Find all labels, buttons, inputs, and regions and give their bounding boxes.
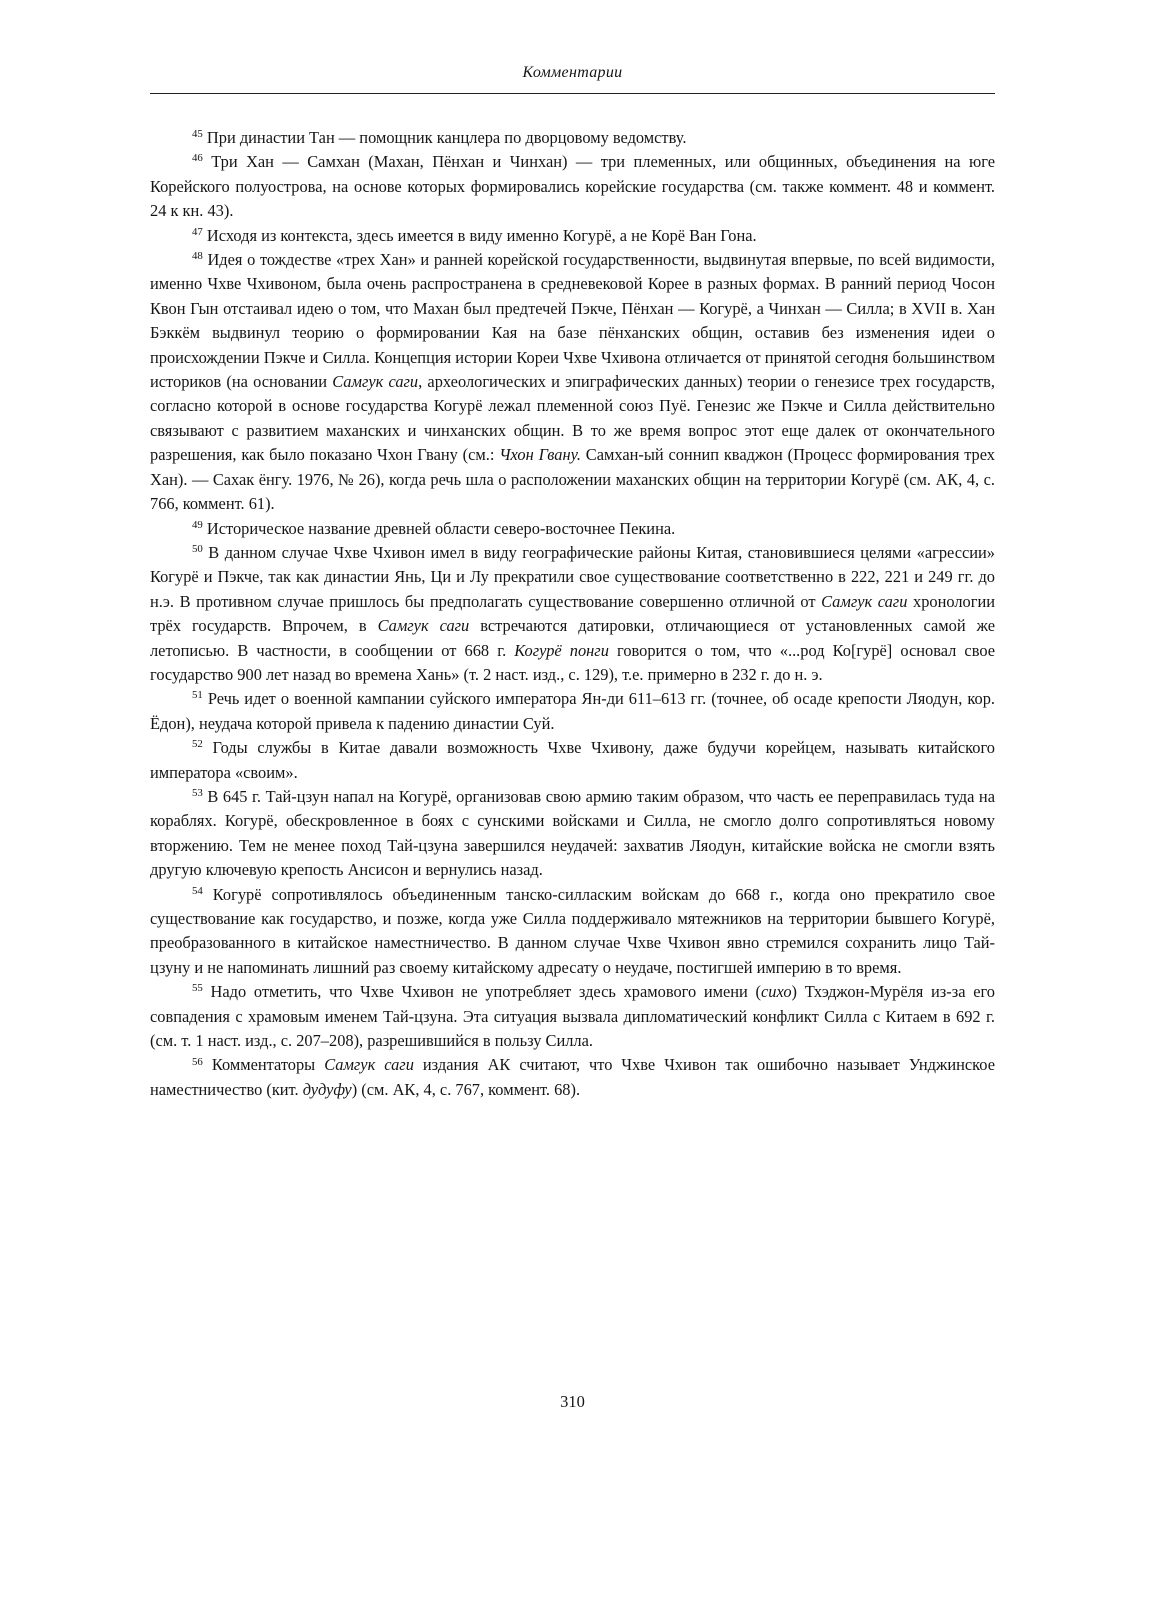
footnote-number: 47 — [192, 225, 203, 238]
footnote-number: 51 — [192, 689, 203, 702]
footnote-number: 49 — [192, 518, 203, 531]
footnote-italic-text: Чхон Гвану. — [499, 445, 581, 465]
footnote-text: Годы службы в Китае давали возможность Чхве Чхивону, даже будучи корейцем, называть китайского императора «своим». — [150, 738, 995, 782]
footnote-text: издания АК считают, что Чхве Чхивон так ошибочно называет Унджинское наместничество (кит. — [150, 1055, 995, 1099]
footnote-55 — [150, 980, 995, 1053]
footnote-text: Идея о тождестве «трех Хан» и ранней корейской государственности, выдвинутая впервые, по всей видимости, именно Чхве Чхивоном, была очень распространена в средневековой Корее в разных формах. В ранний период Чосон Квон Гын отстаивал идею о том, что Махан был предтечей Пэкче, Пёнхан — Когурё, а Чинхан — Силла; в XVII в. Хан Бэккём выдвинул теорию о формировании Кая на базе пёнханских общин, оставив без изменения идеи о происхождении Пэкче и Силла. Концепция истории Кореи Чхве Чхивона отличается от принятой сегодня большинством историков (на основании — [150, 250, 995, 392]
footnote-text: говорится о том, что «...род Ко[гурё] основал свое государство 900 лет назад во времена Хань» (т. 2 наст. изд., с. 129), т.е. примерно в 232 г. до н. э. — [150, 640, 995, 684]
footnote-56 — [150, 1053, 995, 1102]
footnote-text: Комментаторы — [211, 1055, 325, 1075]
footnote-text: ) (см. АК, 4, с. 767, коммент. 68). — [351, 1079, 581, 1099]
footnote-text: встречаются датировки, отличающиеся от установленных самой же летописью. В частности, в сообщении от 668 г. — [150, 616, 995, 660]
footnote-number: 54 — [192, 884, 203, 897]
footnote-number: 52 — [192, 738, 203, 751]
footnote-54 — [150, 883, 995, 981]
footnote-italic-text: сихо — [761, 982, 792, 1002]
footnote-text: При династии Тан — помощник канцлера по дворцовому ведомству. — [206, 128, 687, 147]
footnote-text: , археологических и эпиграфических данных) теории о генезисе трех государств, согласно которой в основе государства Когурё лежал племенной союз Пуё. Генезис же Пэкче и Силла действительно связывают с развитием маханских и чинханских общин. В то же время вопрос этот еще далек от окончательного разрешения, как было показано Чхон Гвану (см.: — [150, 372, 995, 465]
footnote-text: Исходя из контекста, здесь имеется в виду именно Когурё, а не Корё Ван Гона. — [206, 225, 757, 245]
footnote-italic-text: дудуфу — [302, 1079, 352, 1099]
page-number: 310 — [560, 1392, 585, 1411]
footnote-italic-text: Самгук саги — [821, 591, 908, 611]
footnote-text: ) Тхэджон-Мурёля из-за его совпадения с храмовым именем Тай-цзуна. Эта ситуация вызвала дипломатический конфликт Силла с Китаем в 692 г. (см. т. 1 наст. изд., с. 207–208), разрешившийся в пользу Силла. — [150, 982, 995, 1051]
footnote-italic-text: Самгук саги — [324, 1055, 414, 1075]
footnote-text: Надо отметить, что Чхве Чхивон не употребляет здесь храмового имени ( — [210, 982, 761, 1002]
footnote-text: хронологии трёх государств. Впрочем, в — [150, 591, 995, 636]
footnote-number: 55 — [192, 982, 203, 995]
footnote-53 — [150, 785, 995, 883]
footnote-49 — [150, 517, 995, 541]
running-header: Комментарии — [522, 64, 623, 81]
footnote-text: В данном случае Чхве Чхивон имел в виду географические районы Китая, становившиеся целями «агрессии» Когурё и Пэкче, так как династии Янь, Ци и Лу прекратили свое существование соответственно в 222, 221 и 249 гг. до н.э. В противном случае пришлось бы предполагать существование совершенно отличной от — [150, 542, 995, 611]
footnote-text: Речь идет о военной кампании суйского императора Ян-ди 611–613 гг. (точнее, об осаде крепости Ляодун, кор. Ёдон), неудача которой привела к падению династии Суй. — [150, 689, 995, 733]
footnote-number: 46 — [192, 152, 203, 165]
footnote-italic-text: Когурё понги — [514, 640, 609, 660]
footnote-text: Когурё сопротивлялось объединенным танско-силласким войскам до 668 г., когда оно прекратило свое существование как государство, и позже, когда уже Силла поддерживало мятежников на территории бывшего Когурё, преобразованного в китайское наместничество. В данном случае Чхве Чхивон явно стремился сохранить лицо Тай-цзуну и не напоминать лишний раз своему китайскому адресату о неудаче, постигшей империю в то время. — [150, 884, 995, 977]
footnote-italic-text: Самгук саги — [332, 372, 419, 392]
header-rule — [150, 93, 995, 94]
footnote-number: 50 — [192, 542, 203, 555]
footnote-52 — [150, 736, 995, 785]
footnote-number: 48 — [192, 250, 203, 263]
commentary-notes — [150, 126, 995, 1102]
footnote-45 — [150, 126, 995, 150]
footnote-47 — [150, 224, 995, 248]
footnote-50 — [150, 541, 995, 687]
footnote-48 — [150, 248, 995, 516]
footnote-number: 53 — [192, 787, 203, 800]
footnote-text: Три Хан — Самхан (Махан, Пёнхан и Чинхан) — три племенных, или общинных, объединения на юге Корейского полуострова, на основе которых формировались корейские государства (см. также коммент. 48 и коммент. 24 к кн. 43). — [150, 152, 995, 221]
footnote-text: Самхан-ый соннип кваджон (Процесс формирования трех Хан). — Сахак ёнгу. 1976, № 26), когда речь шла о расположении маханских общин на территории Когурё (см. АК, 4, с. 766, коммент. 61). — [150, 445, 996, 514]
footnote-text: В 645 г. Тай-цзун напал на Когурё, организовав свою армию таким образом, что часть ее переправилась туда на кораблях. Когурё, обескровленное в боях с сунскими войсками и Силла, не смогло долго сопротивляться новому вторжению. Тем не менее поход Тай-цзуна завершился неудачей: захватив Ляодун, китайские войска не смогли взять другую ключевую крепость Ансисон и вернулись назад. — [150, 786, 995, 880]
footnote-text: Историческое название древней области северо-восточнее Пекина. — [206, 518, 676, 538]
footnote-italic-text: Самгук саги — [377, 616, 470, 636]
footnote-number: 56 — [192, 1055, 203, 1068]
footnote-number: 45 — [192, 128, 203, 141]
footnote-46 — [150, 150, 995, 223]
footnote-51 — [150, 687, 995, 736]
